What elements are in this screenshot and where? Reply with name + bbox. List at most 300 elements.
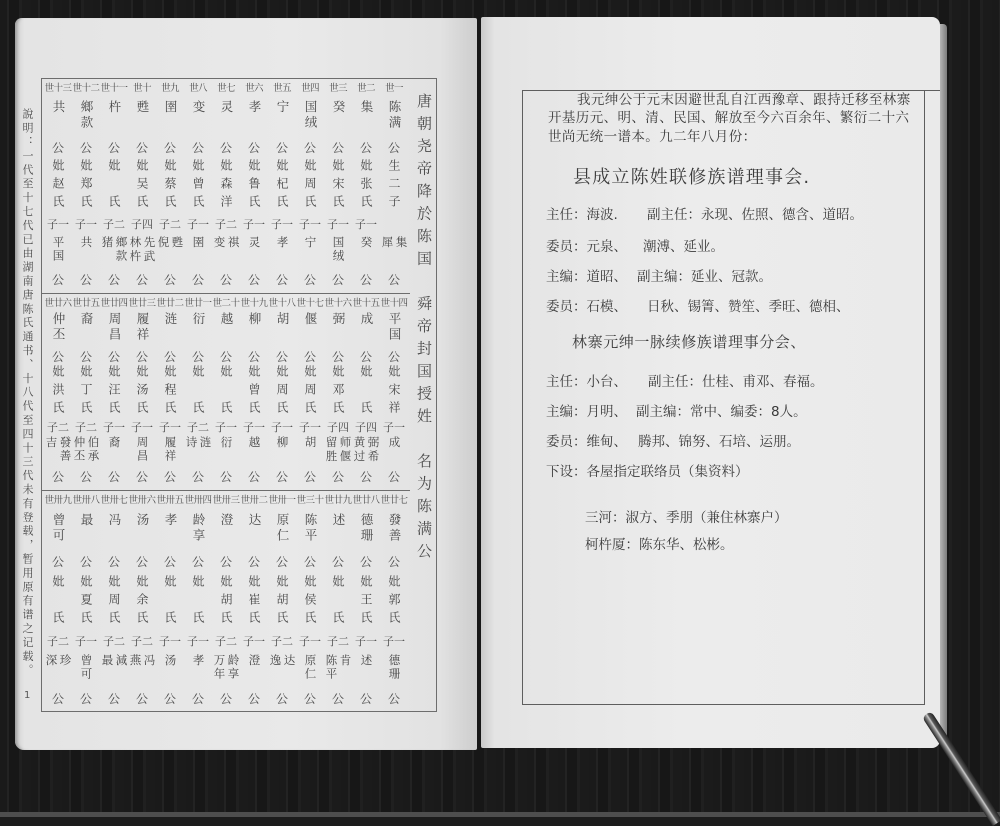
generation-label: 世十一 xyxy=(100,83,128,94)
honorific: 公 xyxy=(135,555,148,569)
generation-column xyxy=(240,490,268,712)
spouse: 妣宋祥 xyxy=(387,365,401,420)
children xyxy=(295,436,325,468)
sons-count: 子二 xyxy=(327,635,349,648)
children xyxy=(71,436,101,468)
ancestor-name: 宁 xyxy=(275,99,290,116)
child-name: 犀 xyxy=(380,236,395,250)
row-secondary: 潮溥、延业。 xyxy=(643,239,724,255)
ancestor-name: 周昌 xyxy=(107,311,122,343)
ancestor-name: 弼 xyxy=(331,311,346,328)
generation-column xyxy=(268,78,296,293)
generation-label: 世九 xyxy=(161,83,179,94)
honorific: 公 xyxy=(331,349,344,364)
sons-count: 子四 xyxy=(327,421,349,435)
honorific: 公 xyxy=(303,692,316,706)
child-name: 陈平 xyxy=(324,654,339,681)
children xyxy=(323,436,353,468)
generation-label: 世十二 xyxy=(72,83,100,94)
council-row xyxy=(546,463,916,481)
child-name: 万年 xyxy=(212,654,227,681)
honorific: 公 xyxy=(191,272,204,287)
sons-count: 子一 xyxy=(383,635,405,648)
ancestor-name: 胡 xyxy=(275,311,290,328)
child-name: 鄉款 xyxy=(114,236,129,264)
child-name: 希 xyxy=(366,449,381,464)
generation-column xyxy=(352,78,380,293)
honorific: 公 xyxy=(107,555,120,569)
frame-line xyxy=(925,90,940,91)
explanatory-note: 說明：一代至十七代已由湖南唐陈氏通书、十八代至四十三代未有登载，暂用原有谱之记载。 xyxy=(21,108,34,678)
honorific: 公 xyxy=(191,140,204,155)
children xyxy=(267,436,297,468)
generation-label: 世卅四 xyxy=(184,495,212,506)
generation-label: 世廿六 xyxy=(44,298,72,309)
generation-column xyxy=(100,490,128,712)
children xyxy=(239,654,269,686)
honorific: 公 xyxy=(79,349,92,364)
row-primary: 委员：石模、 xyxy=(546,299,627,315)
generation-column xyxy=(128,490,156,712)
spouse: 妣郑氏 xyxy=(79,159,93,214)
ancestor-name: 孝 xyxy=(163,513,178,529)
children xyxy=(71,236,101,268)
intro-line: 我元绅公于元末因避世乱自江西豫章、跟持迁移至林寨 xyxy=(577,92,911,108)
generation-label: 世十 xyxy=(133,83,151,94)
ancestor-name: 陈满 xyxy=(387,99,402,131)
spouse: 妣丁氏 xyxy=(79,365,93,420)
generation-column xyxy=(156,293,184,490)
sons-count: 子一 xyxy=(215,421,237,435)
child-name: 燕 xyxy=(128,654,143,668)
spouse: 妣宋氏 xyxy=(331,159,345,214)
child-name: 祺 xyxy=(226,236,241,250)
spouse: 妣 氏 xyxy=(331,575,345,629)
sons-count: 子一 xyxy=(299,218,321,232)
honorific: 公 xyxy=(135,692,148,706)
generation-column xyxy=(100,293,128,490)
honorific: 公 xyxy=(191,555,204,569)
generation-label: 世五 xyxy=(273,83,291,94)
child-name: 平国 xyxy=(51,236,66,264)
honorific: 公 xyxy=(219,272,232,287)
honorific: 公 xyxy=(387,272,400,287)
spouse: 妣王氏 xyxy=(359,575,373,629)
ancestor-name: 原仁 xyxy=(275,513,290,544)
honorific: 公 xyxy=(51,469,64,484)
honorific: 公 xyxy=(275,272,288,287)
generation-column xyxy=(212,490,240,712)
spouse: 妣吴氏 xyxy=(135,159,149,214)
sons-count: 子二 xyxy=(103,218,125,232)
child-name: 宁 xyxy=(303,236,318,250)
honorific: 公 xyxy=(359,469,372,484)
sons-count: 子一 xyxy=(243,635,265,648)
generation-column xyxy=(380,78,408,293)
spouse: 妣侯氏 xyxy=(303,575,317,629)
honorific: 公 xyxy=(51,555,64,569)
honorific: 公 xyxy=(79,555,92,569)
children xyxy=(351,654,381,686)
honorific: 公 xyxy=(219,692,232,706)
child-name: 原仁 xyxy=(303,654,318,681)
spouse: 妣 氏 xyxy=(163,575,177,629)
honorific: 公 xyxy=(163,469,176,484)
child-name: 周昌 xyxy=(135,436,150,464)
generation-column xyxy=(268,490,296,712)
generation-column xyxy=(296,293,324,490)
ancestor-name: 国绒 xyxy=(303,99,318,131)
sons-count: 子四 xyxy=(355,421,377,435)
ancestor-name: 裔 xyxy=(79,311,94,328)
child-name: 弼 xyxy=(366,436,381,450)
ancestor-name: 仲丕 xyxy=(51,311,66,343)
sons-count: 子二 xyxy=(131,635,153,648)
ancestor-name: 偃 xyxy=(303,311,318,328)
children xyxy=(183,236,213,268)
intro-line: 开基历元、明、清、民国、解放至今六百余年、繁衍二十六 xyxy=(548,110,910,126)
ancestor-name: 越 xyxy=(219,311,234,328)
child-name: 衍 xyxy=(219,436,234,450)
honorific: 公 xyxy=(107,692,120,706)
children xyxy=(379,236,409,268)
council-row xyxy=(546,268,916,286)
generation-label: 世卅二 xyxy=(240,495,268,506)
honorific: 公 xyxy=(247,272,260,287)
honorific: 公 xyxy=(107,140,120,155)
spouse: 妣邓氏 xyxy=(331,365,345,420)
child-name: 倪 xyxy=(156,236,171,250)
children xyxy=(239,236,269,268)
spouse: 妣汤氏 xyxy=(135,365,149,420)
children xyxy=(267,236,297,268)
generation-label: 世二 xyxy=(357,83,375,94)
council-row xyxy=(546,433,916,451)
generation-column xyxy=(100,78,128,293)
ancestor-name: 集 xyxy=(359,99,374,116)
child-name: 杵 xyxy=(128,249,143,264)
generation-label: 世十七 xyxy=(296,298,324,309)
honorific: 公 xyxy=(331,555,344,569)
children xyxy=(379,654,409,686)
generation-column xyxy=(212,293,240,490)
honorific: 公 xyxy=(303,140,316,155)
honorific: 公 xyxy=(331,469,344,484)
generation-column xyxy=(44,78,72,293)
honorific: 公 xyxy=(275,469,288,484)
generation-label: 世廿三 xyxy=(128,298,156,309)
row-secondary: 日秋、锡箐、赞笙、季旺、德相、 xyxy=(647,299,850,315)
sons-count: 子一 xyxy=(187,218,209,232)
child-name: 曾可 xyxy=(79,654,94,681)
spouse: 妣胡氏 xyxy=(275,575,289,629)
honorific: 公 xyxy=(275,349,288,364)
sons-count: 子一 xyxy=(75,218,97,232)
honorific: 公 xyxy=(79,692,92,706)
row-secondary: 副主编：常中、编委：8人。 xyxy=(636,404,807,420)
sons-count: 子二 xyxy=(271,635,293,648)
sons-count: 子二 xyxy=(159,218,181,232)
generation-label: 世卅九 xyxy=(44,495,72,506)
council-row xyxy=(546,238,916,256)
child-name: 先 xyxy=(142,236,157,250)
honorific: 公 xyxy=(79,140,92,155)
ancestor-name: 杵 xyxy=(107,99,122,116)
generation-band-1 xyxy=(44,78,408,293)
row-primary: 主任：小台、 xyxy=(546,374,627,390)
page-number: 1 xyxy=(24,690,31,701)
honorific: 公 xyxy=(275,692,288,706)
generation-label: 世四 xyxy=(301,83,319,94)
generation-column xyxy=(44,293,72,490)
children xyxy=(127,654,157,686)
child-name: 集 xyxy=(394,236,409,250)
honorific: 公 xyxy=(135,469,148,484)
child-name: 黄 xyxy=(352,436,367,450)
honorific: 公 xyxy=(247,140,260,155)
council-row xyxy=(546,298,916,316)
generation-column xyxy=(352,490,380,712)
sons-count: 子一 xyxy=(131,421,153,435)
spouse: 妣 氏 xyxy=(219,365,233,420)
sons-count: 子二 xyxy=(215,635,237,648)
ancestor-name: 曾可 xyxy=(51,513,66,544)
row-primary: 主编：月明、 xyxy=(546,404,627,420)
generation-column xyxy=(380,490,408,712)
child-name: 越 xyxy=(247,436,262,450)
spouse: 妣周氏 xyxy=(275,365,289,420)
generation-column xyxy=(296,490,324,712)
generation-column xyxy=(44,490,72,712)
ancestor-name: 变 xyxy=(191,99,206,116)
liaison-row xyxy=(585,509,955,527)
ancestor-name: 柳 xyxy=(247,311,262,328)
liaison-names: 淑方、季朋（兼住林寨户） xyxy=(625,510,788,526)
generation-label: 世廿四 xyxy=(100,298,128,309)
children xyxy=(211,654,241,686)
generation-label: 世卅三 xyxy=(212,495,240,506)
spouse: 妣 氏 xyxy=(191,365,205,420)
honorific: 公 xyxy=(107,272,120,287)
ancestor-name: 陈平 xyxy=(303,513,318,544)
ancestor-name: 达 xyxy=(247,513,262,529)
sons-count: 子一 xyxy=(299,421,321,435)
sons-count: 子一 xyxy=(299,635,321,648)
child-name: 国绒 xyxy=(331,236,346,264)
generation-label: 世卅五 xyxy=(156,495,184,506)
honorific: 公 xyxy=(191,469,204,484)
children xyxy=(99,436,129,468)
child-name: 龄享 xyxy=(226,654,241,681)
generation-label: 世十三 xyxy=(44,83,72,94)
children xyxy=(71,654,101,686)
generation-label: 世八 xyxy=(189,83,207,94)
child-name: 珍 xyxy=(58,654,73,668)
child-name: 逸 xyxy=(268,654,283,668)
generation-label: 世卅一 xyxy=(268,495,296,506)
honorific: 公 xyxy=(359,555,372,569)
children xyxy=(99,654,129,686)
honorific: 公 xyxy=(275,555,288,569)
honorific: 公 xyxy=(51,349,64,364)
children xyxy=(99,236,129,268)
row-secondary: 副主任：仕桂、甫邓、春福。 xyxy=(648,374,824,390)
generation-band-3 xyxy=(44,490,408,712)
generation-column xyxy=(268,293,296,490)
sons-count: 子二 xyxy=(47,635,69,648)
spouse: 妣胡氏 xyxy=(219,575,233,629)
honorific: 公 xyxy=(387,140,400,155)
child-name: 过 xyxy=(352,449,367,464)
children xyxy=(323,236,353,268)
sons-count: 子一 xyxy=(187,635,209,648)
child-name: 甦 xyxy=(170,236,185,250)
row-primary: 委员：维甸、 xyxy=(546,434,627,450)
honorific: 公 xyxy=(163,140,176,155)
generation-label: 世卅六 xyxy=(128,495,156,506)
sons-count: 子一 xyxy=(159,421,181,435)
council-row xyxy=(546,206,916,224)
row-primary: 下设：各屋指定联络员（集资料） xyxy=(546,464,749,480)
children xyxy=(323,654,353,686)
sons-count: 子一 xyxy=(103,421,125,435)
row-primary: 委员：元泉、 xyxy=(546,239,627,255)
liaison-names: 陈东华、松彬。 xyxy=(639,537,734,553)
child-name: 仲丕 xyxy=(72,436,87,464)
ancestor-name: 甦 xyxy=(135,99,150,116)
ancestor-name: 述 xyxy=(331,513,346,529)
generation-column xyxy=(324,293,352,490)
generation-label: 世十五 xyxy=(352,298,380,309)
generation-column xyxy=(72,490,100,712)
generation-label: 世廿二 xyxy=(156,298,184,309)
child-name: 武 xyxy=(142,249,157,264)
child-name: 柳 xyxy=(275,436,290,450)
liaison-place: 柯杵厦： xyxy=(585,537,639,553)
generation-label: 世七 xyxy=(217,83,235,94)
spouse: 妣曾氏 xyxy=(191,159,205,214)
spouse: 妣 氏 xyxy=(359,365,373,420)
table-edge xyxy=(0,812,1000,817)
council-row xyxy=(546,373,916,391)
generation-column xyxy=(72,78,100,293)
honorific: 公 xyxy=(359,140,372,155)
child-name: 伯承 xyxy=(86,436,101,464)
child-name: 德珊 xyxy=(387,654,402,681)
sons-count: 子二 xyxy=(103,635,125,648)
generation-label: 世卅八 xyxy=(72,495,100,506)
children xyxy=(127,436,157,468)
generation-column xyxy=(128,293,156,490)
generation-column xyxy=(324,490,352,712)
child-name: 诗 xyxy=(184,436,199,450)
children xyxy=(351,436,381,468)
honorific: 公 xyxy=(331,692,344,706)
honorific: 公 xyxy=(247,692,260,706)
honorific: 公 xyxy=(303,349,316,364)
generation-column xyxy=(72,293,100,490)
spouse: 妣周氏 xyxy=(107,575,121,629)
ancestor-name: 平国 xyxy=(387,311,402,343)
spouse: 妣郭氏 xyxy=(387,575,401,629)
honorific: 公 xyxy=(163,272,176,287)
origin-title-column: 唐朝尧帝降於陈国 舜帝封国授姓 名为陈满公 xyxy=(415,93,433,566)
sons-count: 子一 xyxy=(159,635,181,648)
honorific: 公 xyxy=(219,469,232,484)
spouse: 妣杞氏 xyxy=(275,159,289,214)
ancestor-name: 圉 xyxy=(163,99,178,116)
honorific: 公 xyxy=(107,349,120,364)
sons-count: 子二 xyxy=(75,421,97,435)
honorific: 公 xyxy=(79,469,92,484)
branch-council-title: 林寨元绅一脉续修族谱理事分会、 xyxy=(572,333,807,351)
child-name: 孝 xyxy=(191,654,206,668)
honorific: 公 xyxy=(247,469,260,484)
children xyxy=(379,436,409,468)
child-name: 留 xyxy=(324,436,339,450)
honorific: 公 xyxy=(107,469,120,484)
spouse: 妣周氏 xyxy=(303,365,317,420)
honorific: 公 xyxy=(135,272,148,287)
child-name: 發善 xyxy=(58,436,73,464)
sons-count: 子一 xyxy=(355,635,377,648)
sons-count: 子一 xyxy=(75,635,97,648)
honorific: 公 xyxy=(359,349,372,364)
honorific: 公 xyxy=(303,272,316,287)
spouse: 妣夏氏 xyxy=(79,575,93,629)
child-name: 冯 xyxy=(142,654,157,668)
sons-count: 子一 xyxy=(47,218,69,232)
liaison-place: 三河： xyxy=(585,510,626,526)
spouse: 妣周氏 xyxy=(303,159,317,214)
ancestor-name: 最 xyxy=(79,513,94,529)
liaison-row xyxy=(585,536,955,554)
sons-count: 子二 xyxy=(47,421,69,435)
honorific: 公 xyxy=(51,272,64,287)
honorific: 公 xyxy=(247,555,260,569)
children xyxy=(43,436,73,468)
generation-column xyxy=(156,78,184,293)
ancestor-name: 履祥 xyxy=(135,311,150,343)
generation-band-2 xyxy=(44,293,408,490)
spouse: 妣张氏 xyxy=(359,159,373,214)
sons-count: 子一 xyxy=(327,218,349,232)
spouse: 妣 氏 xyxy=(191,575,205,629)
children xyxy=(351,236,381,268)
children xyxy=(43,654,73,686)
intro-line: 世尚无统一谱本。九二年八月份： xyxy=(548,129,757,145)
ancestor-name: 成 xyxy=(359,311,374,328)
honorific: 公 xyxy=(303,555,316,569)
generation-column xyxy=(184,490,212,712)
honorific: 公 xyxy=(219,140,232,155)
honorific: 公 xyxy=(219,555,232,569)
child-name: 成 xyxy=(387,436,402,450)
row-primary: 主编：道昭、 xyxy=(546,269,627,285)
ancestor-name: 癸 xyxy=(331,99,346,116)
ancestor-name: 發善 xyxy=(387,513,402,544)
generation-label: 世十九 xyxy=(240,298,268,309)
honorific: 公 xyxy=(191,692,204,706)
honorific: 公 xyxy=(247,349,260,364)
child-name: 共 xyxy=(79,236,94,250)
child-name: 林 xyxy=(128,236,143,250)
honorific: 公 xyxy=(219,349,232,364)
child-name: 裔 xyxy=(107,436,122,450)
honorific: 公 xyxy=(51,692,64,706)
honorific: 公 xyxy=(331,140,344,155)
child-name: 汤 xyxy=(163,654,178,668)
